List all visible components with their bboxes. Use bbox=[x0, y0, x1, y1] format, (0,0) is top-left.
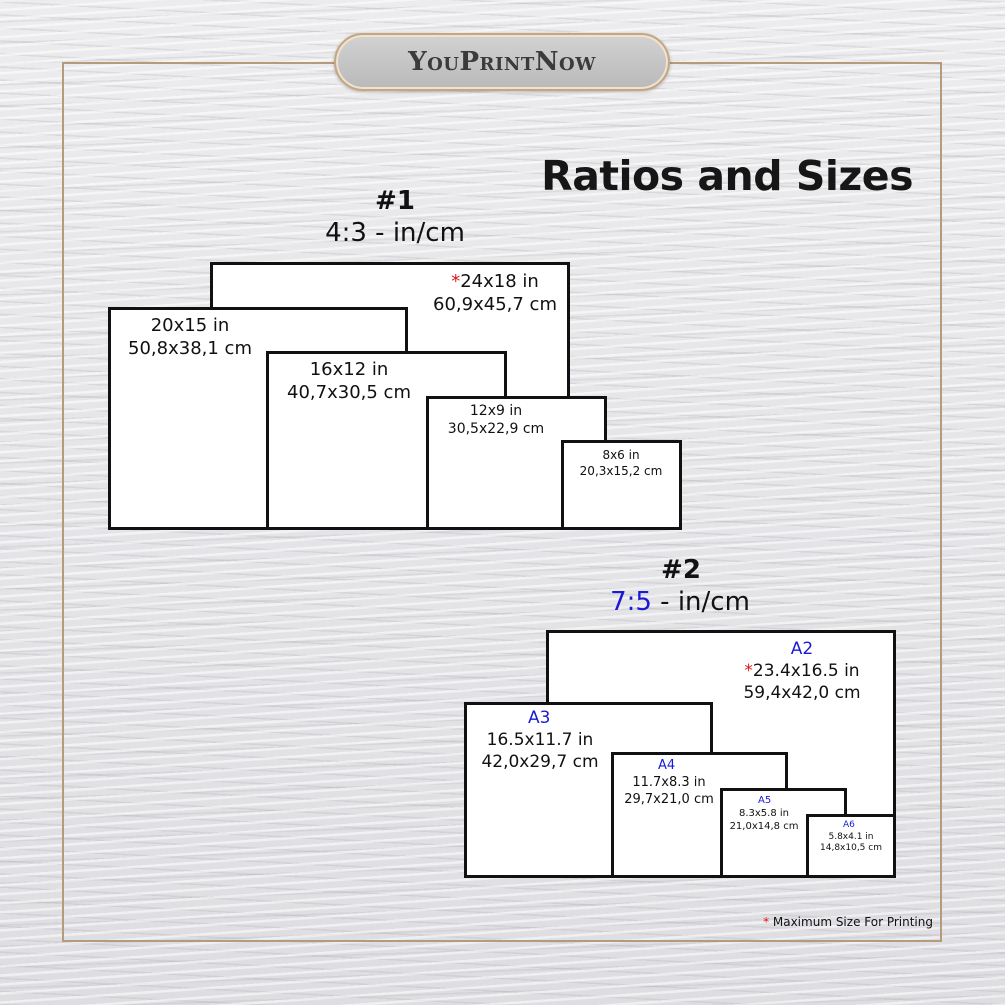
size-cm: 50,8x38,1 cm bbox=[128, 338, 252, 360]
footnote-text: Maximum Size For Printing bbox=[769, 915, 933, 929]
section2-ratio: 7:5 bbox=[610, 587, 652, 617]
section1-ratio-heading bbox=[265, 218, 525, 248]
size-inches: 5.8x4.1 in bbox=[828, 831, 874, 842]
page-title: Ratios and Sizes bbox=[541, 152, 913, 200]
max-size-star: * bbox=[451, 271, 461, 292]
size-label-16x12 bbox=[269, 358, 429, 405]
size-inches: 8.3x5.8 in bbox=[738, 808, 790, 819]
size-inches: 11.7x8.3 in bbox=[632, 774, 706, 790]
paper-name: A3 bbox=[528, 708, 551, 728]
section1-units: - in/cm bbox=[366, 218, 465, 248]
size-cm: 40,7x30,5 cm bbox=[287, 382, 411, 404]
size-label-24x18 bbox=[410, 270, 580, 317]
paper-name: A2 bbox=[790, 639, 814, 659]
size-inches: 23.4x16.5 in bbox=[752, 661, 860, 682]
footnote-star: * bbox=[763, 915, 770, 929]
paper-name: A6 bbox=[843, 820, 855, 830]
brand-name: YouPrintNow bbox=[408, 47, 596, 77]
size-label-12x9 bbox=[428, 402, 564, 438]
section1-number: #1 bbox=[375, 186, 415, 216]
size-cm: 30,5x22,9 cm bbox=[447, 421, 545, 438]
size-inches: 24x18 in bbox=[460, 271, 539, 292]
paper-name: A4 bbox=[658, 758, 676, 773]
footnote bbox=[763, 915, 933, 929]
size-inches: 16.5x11.7 in bbox=[486, 730, 594, 751]
size-cm: 14,8x10,5 cm bbox=[820, 843, 882, 854]
size-inches: 12x9 in bbox=[469, 403, 523, 419]
size-label-a6 bbox=[809, 820, 893, 855]
size-label-a3 bbox=[470, 707, 610, 773]
size-label-8x6 bbox=[563, 448, 679, 479]
size-cm: 59,4x42,0 cm bbox=[743, 683, 861, 704]
size-label-a2 bbox=[732, 638, 872, 704]
max-size-star: * bbox=[744, 661, 753, 682]
section1-ratio: 4:3 bbox=[325, 218, 367, 248]
size-inches: 16x12 in bbox=[309, 359, 389, 380]
paper-name: A5 bbox=[758, 795, 772, 806]
brand-badge bbox=[334, 33, 670, 91]
section2-ratio-heading bbox=[550, 587, 810, 617]
size-label-a5 bbox=[722, 794, 806, 833]
size-cm: 29,7x21,0 cm bbox=[624, 791, 714, 807]
section2-units: - in/cm bbox=[651, 587, 750, 617]
section2-number: #2 bbox=[661, 555, 701, 585]
size-cm: 42,0x29,7 cm bbox=[481, 752, 599, 773]
size-inches: 8x6 in bbox=[602, 448, 640, 462]
size-cm: 20,3x15,2 cm bbox=[579, 463, 663, 478]
size-cm: 60,9x45,7 cm bbox=[433, 294, 557, 316]
size-inches: 20x15 in bbox=[150, 315, 230, 336]
size-label-a4 bbox=[614, 758, 724, 809]
size-label-20x15 bbox=[110, 314, 270, 361]
size-cm: 21,0x14,8 cm bbox=[729, 821, 799, 832]
